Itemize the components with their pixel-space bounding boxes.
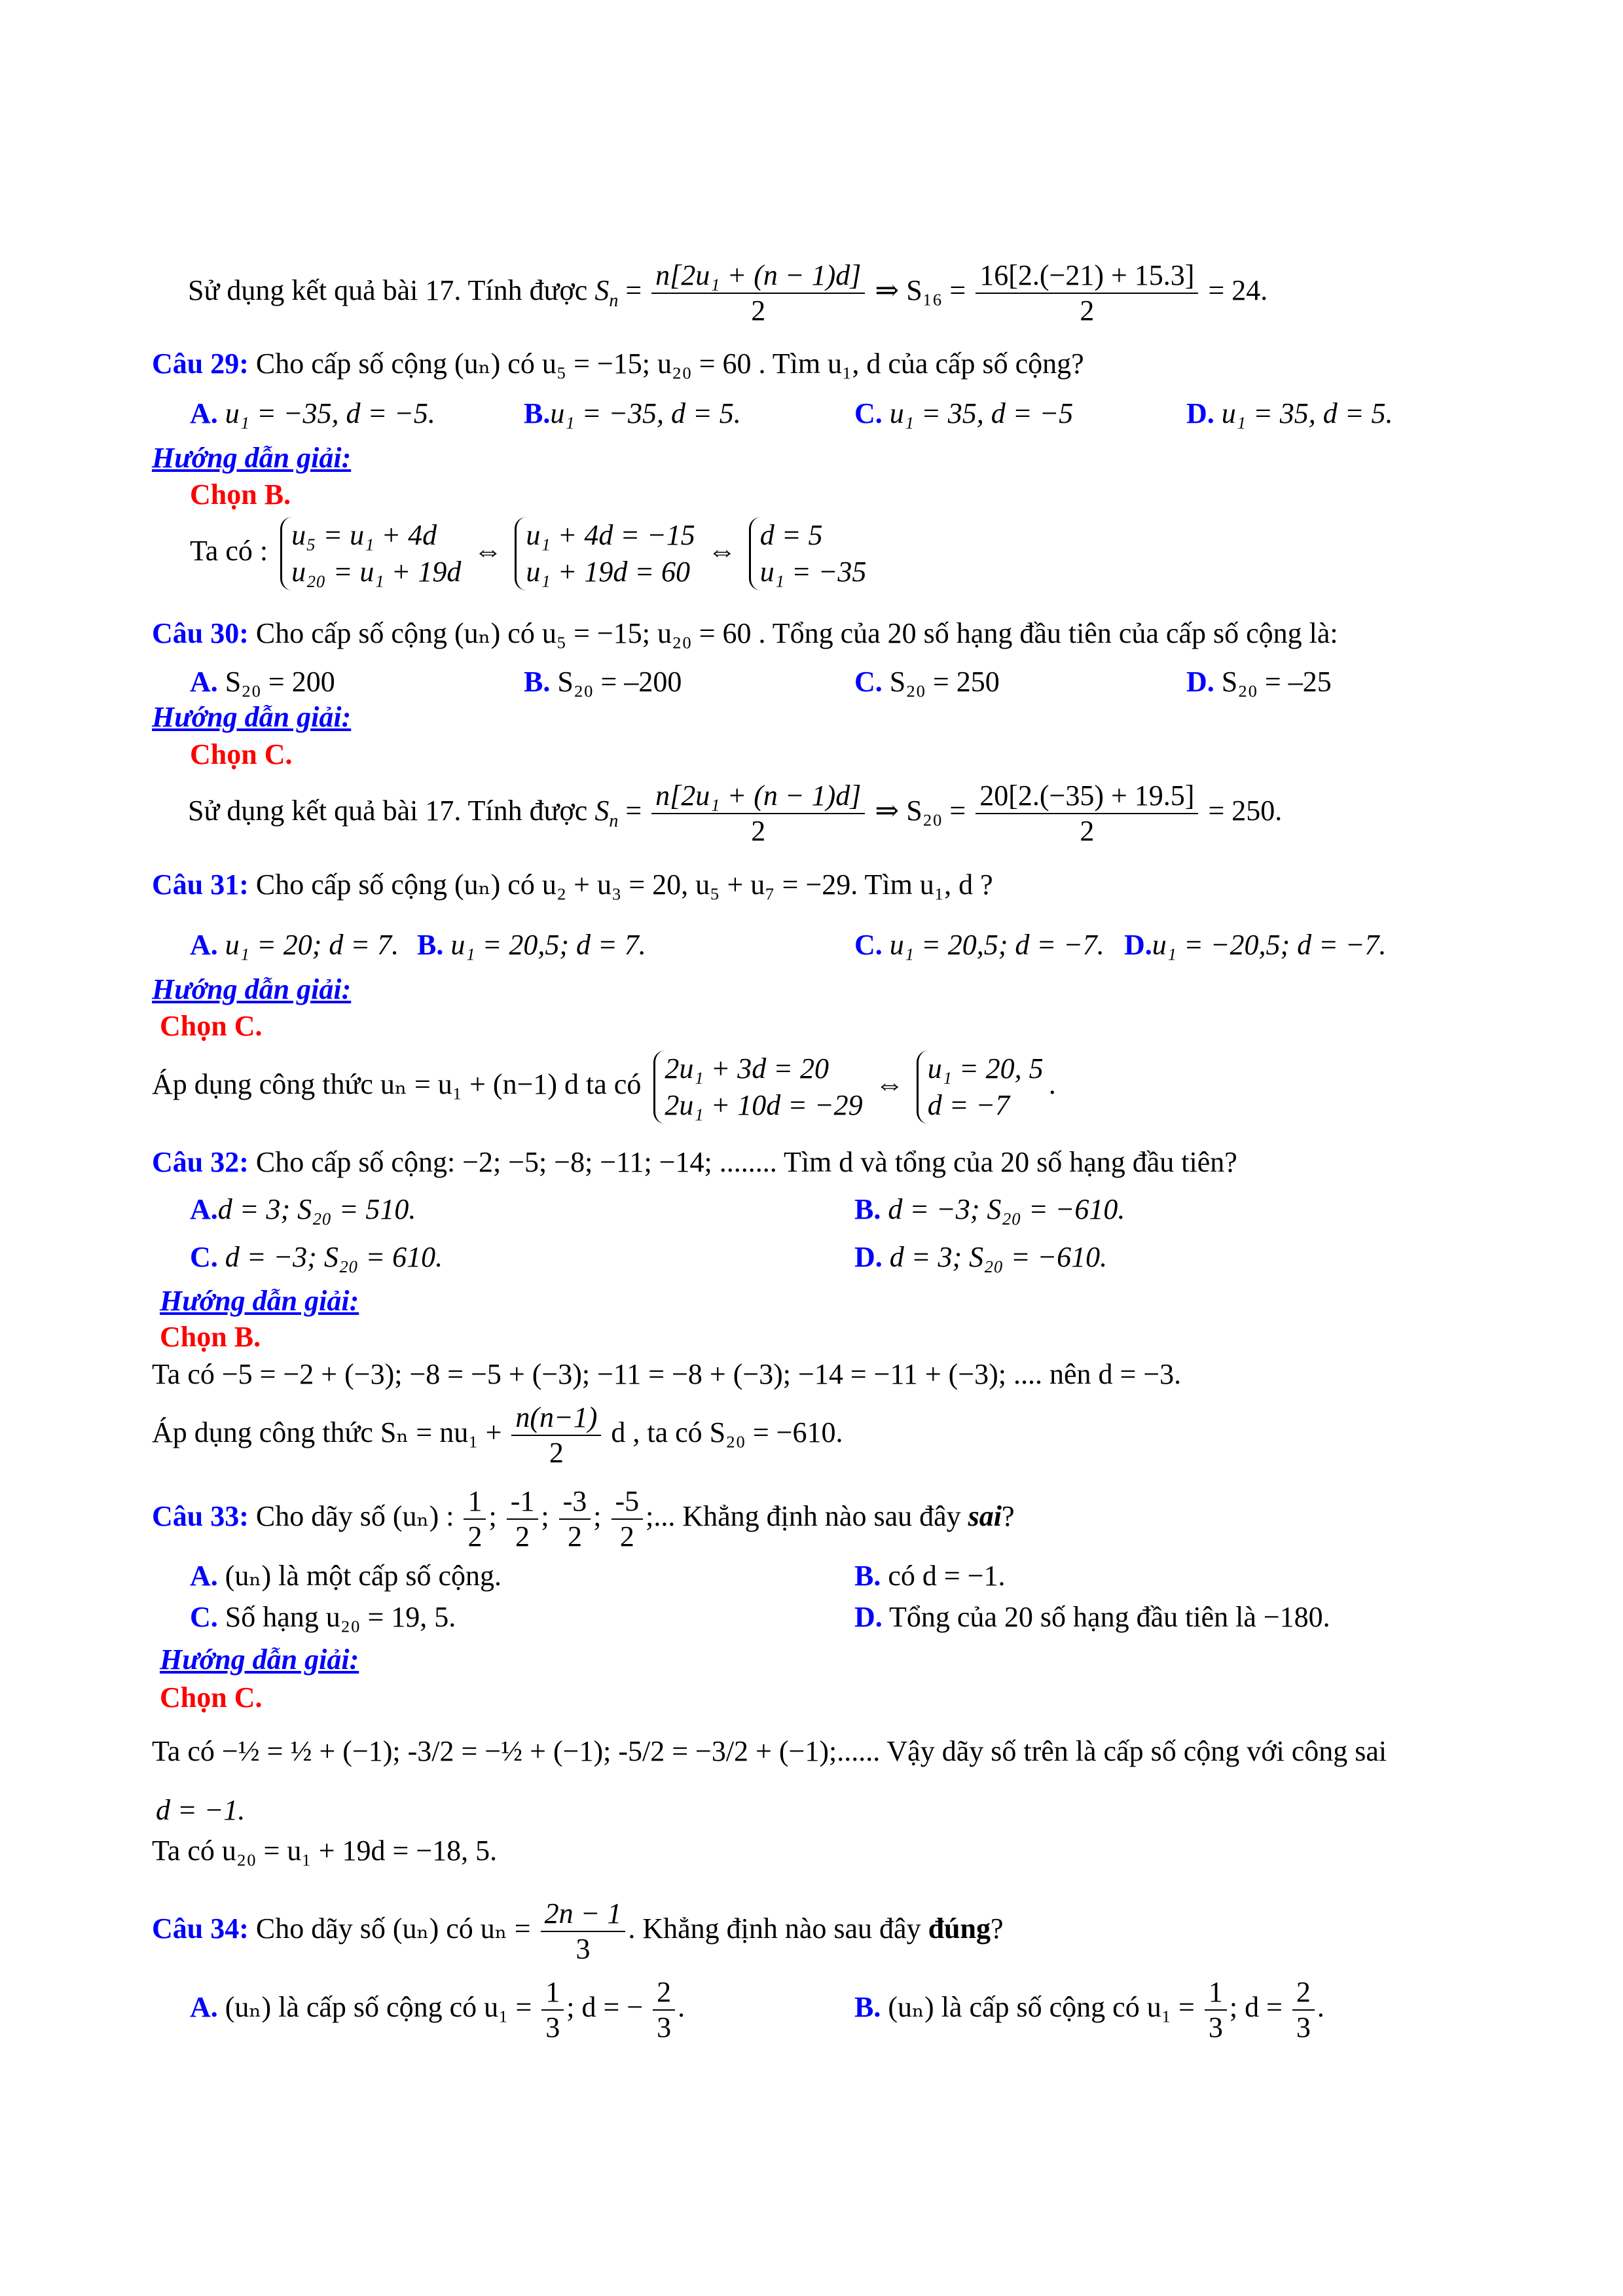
fraction: $\frac{1}{2}$ (464, 1484, 486, 1554)
fraction: $\frac{-1}{2}$ (507, 1484, 539, 1554)
option-b: B. u₁ = 20,5; d = 7. (417, 929, 646, 961)
solution-heading: Hướng dẫn giải: (152, 701, 352, 733)
solution-33-line1: Ta có −½ = ½ + (−1); -3/2 = −½ + (−1); -5/2 = −3/2 + (−1);...... Vậy dãy số trên là cấp số cộng với công sai (152, 1735, 1387, 1767)
sum-formula-line: Sử dụng kết quả bài 17. Tính được $S_n$ = $\frac{\text{n[2u₁ + (n − 1)d]}}{2}$ ⇒ S₁₆ = $\frac{16[2.(-21) + 15.3]}{2}$ = 24. (188, 259, 1268, 327)
text: Sử dụng kết quả bài 17. Tính được (188, 274, 588, 307)
option-a: A. u₁ = 20; d = 7. (190, 929, 399, 961)
option-d: D. u₁ = 35, d = 5. (1186, 397, 1393, 429)
equation-system: u₁ + 4d = −15 u₁ + 19d = 60 (515, 517, 695, 590)
fraction: $\frac{\text{n[2u₁ + (n − 1)d]}}{2}$ (651, 779, 865, 848)
fraction: $\frac{1}{3}$ (1205, 1975, 1227, 2045)
solution-heading: Hướng dẫn giải: (160, 1643, 359, 1676)
answer-choice: Chọn C. (190, 738, 293, 770)
fraction: $\frac{-3}{2}$ (559, 1484, 591, 1554)
fraction: $\frac{16[2.(-21) + 15.3]}{2}$ (976, 259, 1198, 328)
option-d: D. Tổng của 20 số hạng đầu tiên là −180. (854, 1601, 1330, 1633)
equation-system: 2u₁ + 3d = 20 2u₁ + 10d = −29 (653, 1050, 862, 1124)
math: S (594, 274, 610, 307)
option-c: C. u₁ = 20,5; d = −7. (854, 929, 1104, 961)
equation-system: u₅ = u₁ + 4d u₂₀ = u₁ + 19d (280, 517, 461, 590)
solution-32-line2: Áp dụng công thức Sₙ = nu₁ + $\frac{n(n-1)}{2}$ d , ta có S₂₀ = −610. (152, 1401, 843, 1469)
equation-system: d = 5 u₁ = −35 (749, 517, 867, 590)
answer-choice: Chọn B. (160, 1321, 261, 1353)
solution-33-line2: d = −1. (156, 1794, 246, 1826)
solution-heading: Hướng dẫn giải: (152, 442, 352, 474)
math: ⇒ S₁₆ = (875, 274, 966, 307)
option-c: C. u₁ = 35, d = −5 (854, 397, 1074, 429)
fraction: $\frac{n(n-1)}{2}$ (511, 1401, 601, 1470)
equation-system: u₁ = 20, 5 d = −7 (917, 1050, 1044, 1124)
fraction: $\frac{-5}{2}$ (611, 1484, 644, 1554)
solution-32-line1: Ta có −5 = −2 + (−3); −8 = −5 + (−3); −11 = −8 + (−3); −14 = −11 + (−3); .... nên d = −3. (152, 1358, 1182, 1390)
answer-choice: Chọn C. (160, 1681, 263, 1713)
option-a: A. (uₙ) là cấp số cộng có u₁ = $\frac{1}{3}$ ; d = − $\frac{2}{3}$ . (190, 1976, 685, 2043)
solution-heading: Hướng dẫn giải: (160, 1285, 359, 1317)
fraction: $\frac{\text{n[2u₁ + (n − 1)d]}}{2}$ (651, 259, 865, 328)
option-b: B. có d = −1. (854, 1560, 1006, 1592)
math: = 24. (1208, 274, 1268, 307)
fraction: $\frac{1}{3}$ (541, 1975, 564, 2045)
option-b: B. (uₙ) là cấp số cộng có u₁ = $\frac{1}{3}$ ; d = $\frac{2}{3}$ . (854, 1976, 1324, 2043)
option-c: C. S₂₀ = 250 (854, 666, 1000, 698)
solution-31: Áp dụng công thức uₙ = u₁ + (n−1) d ta có 2u₁ + 3d = 20 2u₁ + 10d = −29 ⇔ u₁ = 20, 5 d = −7 . (152, 1050, 1056, 1124)
option-a: A.d = 3; S₂₀ = 510. (190, 1193, 416, 1225)
option-a: A. S₂₀ = 200 (190, 666, 335, 698)
option-d: D. S₂₀ = –25 (1186, 666, 1332, 698)
solution-29: Ta có : u₅ = u₁ + 4d u₂₀ = u₁ + 19d ⇔ u₁ + 4d = −15 u₁ + 19d = 60 ⇔ d = 5 u₁ = −35 (190, 517, 871, 590)
fraction: $\frac{2n - 1}{3}$ (541, 1897, 626, 1966)
solution-33-line3: Ta có u₂₀ = u₁ + 19d = −18, 5. (152, 1835, 498, 1867)
option-b: B. d = −3; S₂₀ = −610. (854, 1193, 1125, 1225)
option-b: B.u₁ = −35, d = 5. (524, 397, 741, 429)
fraction: $\frac{20[2.(-35) + 19.5]}{2}$ (976, 779, 1198, 848)
solution-heading: Hướng dẫn giải: (152, 973, 352, 1005)
answer-choice: Chọn C. (160, 1010, 263, 1042)
option-d: D. d = 3; S₂₀ = −610. (854, 1241, 1108, 1273)
option-d: D.u₁ = −20,5; d = −7. (1124, 929, 1387, 961)
option-c: C. Số hạng u₂₀ = 19, 5. (190, 1601, 456, 1633)
option-b: B. S₂₀ = –200 (524, 666, 682, 698)
question-29 (152, 346, 1084, 382)
fraction: $\frac{2}{3}$ (1292, 1975, 1315, 2045)
question-label: Câu 29: (152, 348, 249, 380)
question-text: Cho cấp số cộng (uₙ) có u₅ = −15; u₂₀ = 60 . Tìm u₁, d của cấp số cộng? (255, 348, 1084, 380)
option-a: A. u₁ = −35, d = −5. (190, 397, 435, 429)
answer-choice: Chọn B. (190, 478, 291, 511)
option-c: C. d = −3; S₂₀ = 610. (190, 1241, 443, 1273)
question-33: Câu 33: Cho dãy số (uₙ) : $\frac{1}{2}$ ; $\frac{-1}{2}$ ; $\frac{-3}{2}$ ; $\frac{-5}{2}$ ;... Khẳng định nào sau đây sai? (152, 1485, 1015, 1552)
question-34: Câu 34: Cho dãy số (uₙ) có uₙ = $\frac{2n - 1}{3}$ . Khẳng định nào sau đây đúng? (152, 1897, 1004, 1965)
question-32: Câu 32: Cho cấp số cộng: −2; −5; −8; −11; −14; ........ Tìm d và tổng của 20 số hạng đầu tiên? (152, 1146, 1237, 1178)
solution-30: Sử dụng kết quả bài 17. Tính được $S_n$ = $\frac{\text{n[2u₁ + (n − 1)d]}}{2}$ ⇒ S₂₀ = $\frac{20[2.(-35) + 19.5]}{2}$ = 250. (188, 780, 1283, 847)
option-a: A. (uₙ) là một cấp số cộng. (190, 1560, 502, 1592)
fraction: $\frac{2}{3}$ (653, 1975, 675, 2045)
question-31: Câu 31: Cho cấp số cộng (uₙ) có u₂ + u₃ = 20, u₅ + u₇ = −29. Tìm u₁, d ? (152, 869, 993, 901)
question-30: Câu 30: Cho cấp số cộng (uₙ) có u₅ = −15; u₂₀ = 60 . Tổng của 20 số hạng đầu tiên của cấp số cộng là: (152, 617, 1338, 649)
